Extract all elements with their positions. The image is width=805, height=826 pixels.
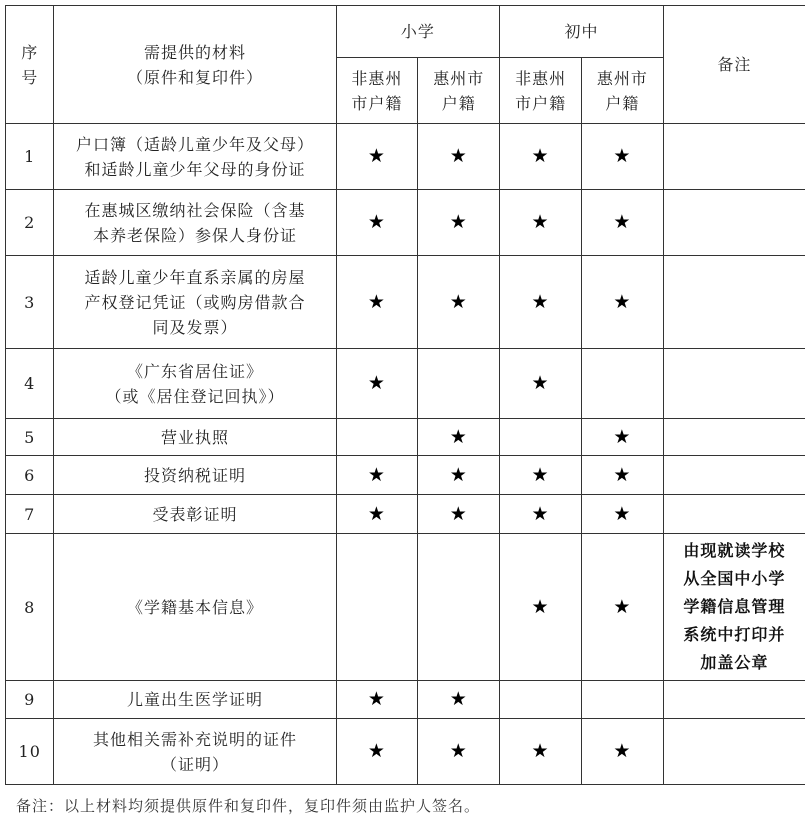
requirement-cell (336, 349, 418, 419)
required-star-icon: ★ (367, 463, 386, 486)
required-star-icon: ★ (613, 425, 632, 448)
required-star-icon: ★ (613, 211, 632, 233)
remark-cell (663, 190, 805, 256)
material-line: 营业执照 (160, 427, 229, 447)
header-primary-non-huizhou: 非惠州 市户籍 (336, 58, 418, 124)
requirement-cell (500, 681, 582, 719)
required-star-icon: ★ (613, 463, 632, 486)
remark-cell (663, 456, 805, 495)
material-line: 本养老保险）参保人身份证 (92, 225, 297, 245)
material-name (54, 256, 336, 349)
requirement-cell (418, 681, 500, 719)
material-line: 和适龄儿童少年父母的身份证 (84, 159, 306, 179)
remark-cell (663, 349, 805, 419)
requirement-cell (500, 190, 582, 256)
requirement-cell (500, 719, 582, 785)
header-seq: 序 号 (6, 6, 54, 124)
requirement-cell (336, 681, 418, 719)
required-star-icon: ★ (367, 290, 386, 313)
row-number: 5 (6, 419, 54, 456)
material-line: 在惠城区缴纳社会保险（含基 (84, 200, 306, 220)
requirement-cell (418, 419, 500, 456)
requirement-cell (581, 190, 663, 256)
required-star-icon: ★ (367, 145, 386, 167)
remark-line: 学籍信息管理 (683, 597, 786, 616)
row-number: 10 (6, 719, 54, 785)
required-star-icon: ★ (367, 211, 386, 233)
required-star-icon: ★ (613, 145, 632, 167)
required-star-icon: ★ (613, 595, 632, 618)
footnote: 备注：以上材料均须提供原件和复印件，复印件须由监护人签名。 (16, 797, 481, 815)
requirement-cell (336, 419, 418, 456)
requirement-cell (581, 256, 663, 349)
material-line: 投资纳税证明 (143, 465, 246, 485)
requirement-cell (336, 534, 418, 681)
table-row (6, 456, 805, 495)
required-star-icon: ★ (449, 145, 468, 167)
material-line: （证明） (160, 754, 229, 774)
required-star-icon: ★ (613, 290, 632, 313)
requirement-cell (336, 495, 418, 534)
material-line: 儿童出生医学证明 (126, 690, 263, 709)
row-number: 6 (6, 456, 54, 495)
requirement-cell (336, 124, 418, 190)
remark-line: 系统中打印并 (683, 625, 786, 644)
remark-cell (663, 534, 805, 681)
requirement-cell (500, 534, 582, 681)
header-junior-school: 初中 (500, 6, 664, 58)
requirement-cell (336, 256, 418, 349)
remark-cell (663, 124, 805, 190)
required-star-icon: ★ (367, 740, 386, 762)
required-star-icon: ★ (613, 502, 632, 525)
table-row (6, 419, 805, 456)
required-star-icon: ★ (531, 290, 550, 313)
material-name (54, 349, 336, 419)
remark-cell (663, 256, 805, 349)
header-junior-non-huizhou: 非惠州 市户籍 (500, 58, 582, 124)
required-star-icon: ★ (449, 688, 468, 710)
material-line: 《广东省居住证》 (126, 361, 263, 381)
requirement-cell (500, 256, 582, 349)
material-line: 适龄儿童少年直系亲属的房屋 (84, 267, 306, 287)
required-star-icon: ★ (449, 290, 468, 313)
requirement-cell (418, 349, 500, 419)
requirement-cell (581, 456, 663, 495)
header-primary-huizhou: 惠州市 户籍 (418, 58, 500, 124)
remark-cell (663, 719, 805, 785)
requirement-cell (581, 719, 663, 785)
material-line: 户口簿（适龄儿童少年及父母） (75, 134, 314, 154)
table-row (6, 349, 805, 419)
table-body (6, 124, 805, 785)
header-junior-huizhou: 惠州市 户籍 (581, 58, 663, 124)
required-star-icon: ★ (449, 740, 468, 762)
remark-cell (663, 495, 805, 534)
remark-line: 加盖公章 (700, 653, 769, 672)
requirement-cell (336, 456, 418, 495)
row-number: 2 (6, 190, 54, 256)
remark-line: 由现就读学校 (683, 541, 786, 560)
material-name (54, 719, 336, 785)
table-row (6, 190, 805, 256)
requirement-cell (418, 719, 500, 785)
table-row (6, 256, 805, 349)
material-name (54, 124, 336, 190)
material-name (54, 495, 336, 534)
header-primary-school: 小学 (336, 6, 500, 58)
required-star-icon: ★ (367, 372, 386, 394)
requirement-cell (500, 495, 582, 534)
required-star-icon: ★ (531, 211, 550, 233)
required-star-icon: ★ (449, 425, 468, 448)
material-name (54, 190, 336, 256)
requirement-cell (500, 349, 582, 419)
remark-line: 从全国中小学 (683, 569, 786, 588)
requirement-cell (418, 534, 500, 681)
row-number: 9 (6, 681, 54, 719)
requirement-cell (500, 419, 582, 456)
required-star-icon: ★ (531, 595, 550, 618)
table-row (6, 495, 805, 534)
material-line: 受表彰证明 (152, 504, 238, 524)
row-number: 8 (6, 534, 54, 681)
required-star-icon: ★ (531, 502, 550, 525)
header-materials: 需提供的材料 （原件和复印件） (54, 6, 336, 124)
materials-table (5, 5, 805, 785)
requirement-cell (581, 349, 663, 419)
material-line: 同及发票） (152, 317, 238, 337)
table-row (6, 124, 805, 190)
table-row (6, 534, 805, 681)
requirement-cell (418, 124, 500, 190)
requirement-cell (500, 456, 582, 495)
required-star-icon: ★ (531, 372, 550, 394)
required-star-icon: ★ (367, 688, 386, 710)
requirement-cell (418, 456, 500, 495)
required-star-icon: ★ (449, 463, 468, 486)
requirement-cell (581, 681, 663, 719)
requirement-cell (418, 495, 500, 534)
material-line: （或《居住登记回执》） (105, 386, 285, 406)
requirement-cell (336, 719, 418, 785)
header-remark: 备注 (663, 6, 805, 124)
material-name (54, 681, 336, 719)
remark-cell (663, 419, 805, 456)
requirement-cell (581, 495, 663, 534)
table-row (6, 681, 805, 719)
material-line: 产权登记凭证（或购房借款合 (84, 292, 306, 312)
row-number: 4 (6, 349, 54, 419)
required-star-icon: ★ (531, 740, 550, 762)
requirement-cell (581, 534, 663, 681)
required-star-icon: ★ (449, 502, 468, 525)
material-name (54, 534, 336, 681)
material-line: 《学籍基本信息》 (126, 597, 263, 617)
requirement-cell (581, 124, 663, 190)
requirement-cell (500, 124, 582, 190)
material-line: 其他相关需补充说明的证件 (92, 729, 297, 749)
table-row (6, 719, 805, 785)
row-number: 7 (6, 495, 54, 534)
required-star-icon: ★ (531, 145, 550, 167)
required-star-icon: ★ (367, 502, 386, 525)
requirement-cell (581, 419, 663, 456)
material-name (54, 456, 336, 495)
required-star-icon: ★ (531, 463, 550, 486)
row-number: 3 (6, 256, 54, 349)
required-star-icon: ★ (449, 211, 468, 233)
requirement-cell (336, 190, 418, 256)
requirement-cell (418, 190, 500, 256)
material-name (54, 419, 336, 456)
remark-cell (663, 681, 805, 719)
requirement-cell (418, 256, 500, 349)
required-star-icon: ★ (613, 740, 632, 762)
row-number: 1 (6, 124, 54, 190)
